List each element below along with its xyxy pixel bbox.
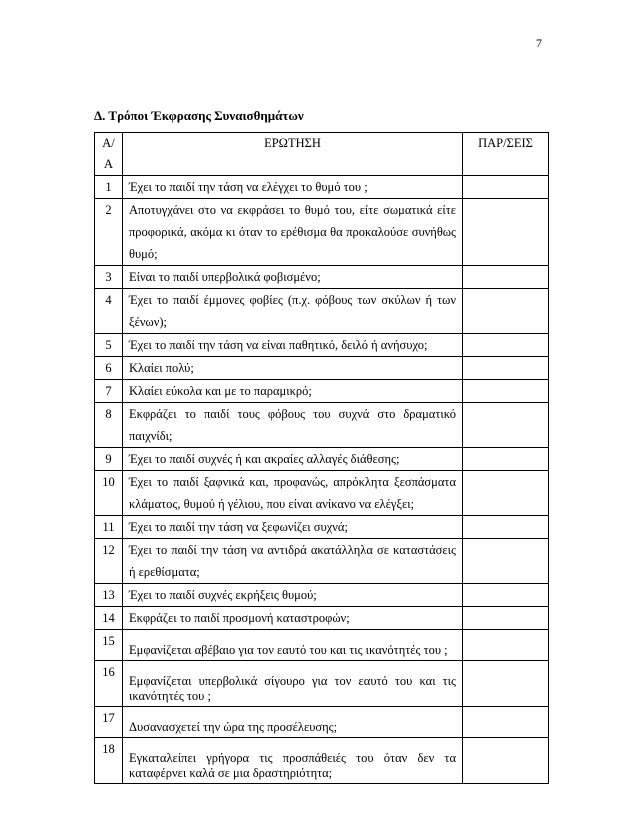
row-number: 10 [95,471,123,516]
row-observations-cell [463,199,549,266]
row-number: 4 [95,289,123,334]
row-number: 18 [95,738,123,784]
row-observations-cell [463,661,549,707]
row-observations-cell [463,584,549,607]
row-question: Έχει το παιδί συχνές εκρήξεις θυμού; [123,584,463,607]
row-question: Έχει το παιδί την τάση να ελέγχει το θυμό του ; [123,176,463,199]
row-number: 11 [95,516,123,539]
row-observations-cell [463,403,549,448]
row-observations-cell [463,176,549,199]
row-number: 17 [95,707,123,738]
row-observations-cell [463,357,549,380]
table-row [95,448,549,471]
row-observations-cell [463,448,549,471]
row-number: 12 [95,539,123,584]
row-number: 13 [95,584,123,607]
table-row [95,607,549,630]
row-question: Εμφανίζεται υπερβολικά σίγουρο για τον εαυτό του και τις ικανότητές του ; [123,661,463,707]
row-number: 16 [95,661,123,707]
table-row [95,661,549,707]
row-question: Είναι το παιδί υπερβολικά φοβισμένο; [123,266,463,289]
row-question: Αποτυγχάνει στο να εκφράσει το θυμό του, είτε σωματικά είτε προφορικά, ακόμα κι όταν το ερέθισμα θα προκαλούσε συνήθως θυμό; [123,199,463,266]
table-row [95,334,549,357]
row-number: 6 [95,357,123,380]
row-observations-cell [463,516,549,539]
row-number: 14 [95,607,123,630]
row-observations-cell [463,289,549,334]
table-row [95,403,549,448]
row-question: Εκφράζει το παιδί τους φόβους του συχνά στο δραματικό παιχνίδι; [123,403,463,448]
row-question: Έχει το παιδί συχνές ή και ακραίες αλλαγές διάθεσης; [123,448,463,471]
row-observations-cell [463,607,549,630]
row-question: Εμφανίζεται αβέβαιο για τον εαυτό του και τις ικανότητές του ; [123,630,463,661]
row-number: 3 [95,266,123,289]
row-question: Κλαίει εύκολα και με το παραμικρό; [123,380,463,403]
header-observations: ΠΑΡ/ΣΕΙΣ [463,133,549,176]
row-number: 5 [95,334,123,357]
row-question: Έχει το παιδί την τάση να ξεφωνίζει συχνά; [123,516,463,539]
row-observations-cell [463,380,549,403]
table-row [95,707,549,738]
header-question: ΕΡΩΤΗΣΗ [123,133,463,176]
row-number: 15 [95,630,123,661]
section-title: Δ. Τρόποι Έκφρασης Συναισθημάτων [94,108,304,123]
table-row [95,539,549,584]
table-row [95,380,549,403]
row-question: Δυσανασχετεί την ώρα της προσέλευσης; [123,707,463,738]
row-observations-cell [463,334,549,357]
row-question: Εγκαταλείπει γρήγορα τις προσπάθειές του όταν δεν τα καταφέρνει καλά σε μια δραστηριότητα; [123,738,463,784]
table-row [95,738,549,784]
table-row [95,266,549,289]
row-number: 2 [95,199,123,266]
page-number: 7 [536,36,542,50]
table-header-row [95,133,549,176]
row-question: Έχει το παιδί την τάση να αντιδρά ακατάλληλα σε καταστάσεις ή ερεθίσματα; [123,539,463,584]
table-row [95,630,549,661]
table-row [95,516,549,539]
table-row [95,289,549,334]
row-number: 7 [95,380,123,403]
row-observations-cell [463,471,549,516]
row-number: 1 [95,176,123,199]
row-question: Κλαίει πολύ; [123,357,463,380]
table-row [95,471,549,516]
row-number: 8 [95,403,123,448]
row-observations-cell [463,266,549,289]
row-question: Έχει το παιδί έμμονες φοβίες (π.χ. φόβους των σκύλων ή των ξένων); [123,289,463,334]
table-row [95,584,549,607]
questionnaire-table [94,132,549,784]
row-observations-cell [463,707,549,738]
table-row [95,199,549,266]
header-number: Α/Α [95,133,123,176]
row-observations-cell [463,738,549,784]
row-question: Έχει το παιδί ξαφνικά και, προφανώς, απρόκλητα ξεσπάσματα κλάματος, θυμού ή γέλιου, που είναι ανίκανο να ελέγξει; [123,471,463,516]
row-observations-cell [463,630,549,661]
table-row [95,357,549,380]
row-question: Έχει το παιδί την τάση να είναι παθητικό, δειλό ή ανήσυχο; [123,334,463,357]
row-number: 9 [95,448,123,471]
row-question: Εκφράζει το παιδί προσμονή καταστροφών; [123,607,463,630]
row-observations-cell [463,539,549,584]
table-row [95,176,549,199]
